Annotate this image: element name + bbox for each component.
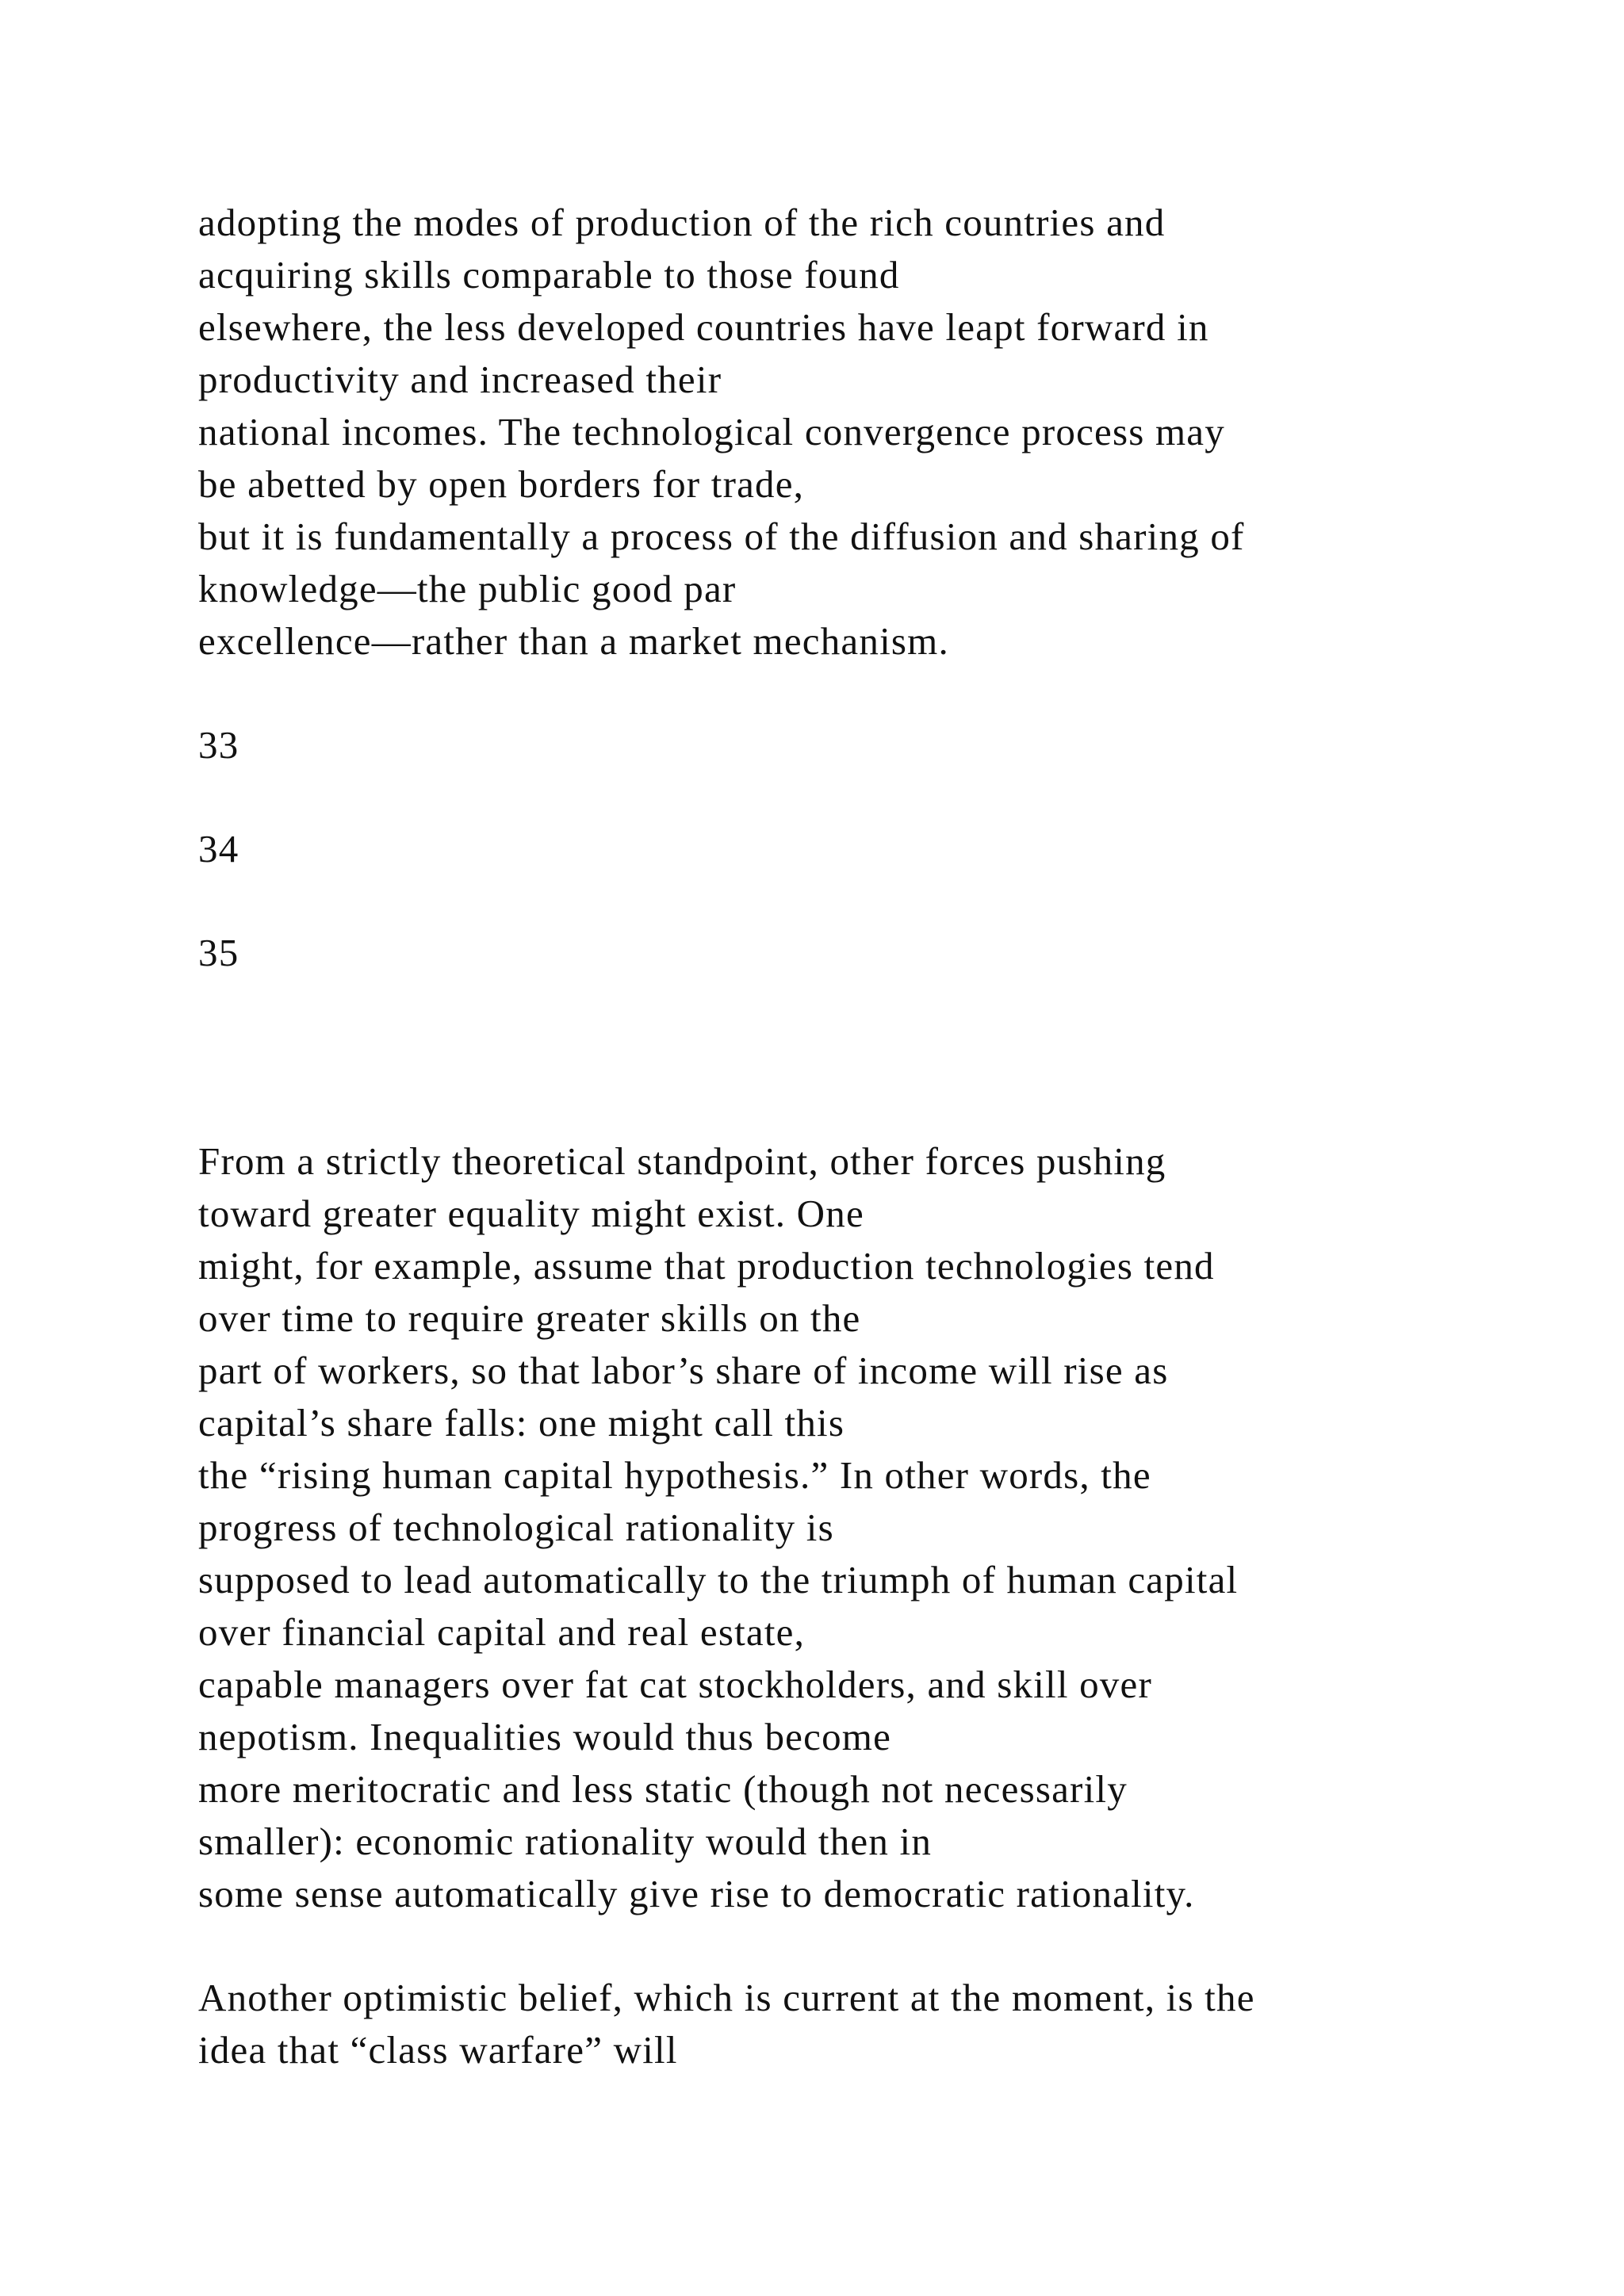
text-line: the “rising human capital hypothesis.” In other words, the xyxy=(198,1453,1151,1497)
footnote-number: 34 xyxy=(198,827,239,871)
footnote-number: 33 xyxy=(198,723,239,767)
text-line: toward greater equality might exist. One xyxy=(198,1192,864,1235)
text-line: part of workers, so that labor’s share of income will rise as xyxy=(198,1349,1169,1392)
text-line: Another optimistic belief, which is current at the moment, is the xyxy=(198,1976,1255,2019)
text-line: productivity and increased their xyxy=(198,358,722,401)
text-line: idea that “class warfare” will xyxy=(198,2028,678,2072)
text-line: more meritocratic and less static (though not necessarily xyxy=(198,1767,1128,1811)
text-line: be abetted by open borders for trade, xyxy=(198,462,805,506)
text-line: knowledge—the public good par xyxy=(198,567,737,610)
text-line: nepotism. Inequalities would thus become xyxy=(198,1715,892,1758)
text-line: acquiring skills comparable to those found xyxy=(198,253,900,297)
text-line: supposed to lead automatically to the triumph of human capital xyxy=(198,1558,1239,1601)
text-line: over financial capital and real estate, xyxy=(198,1610,806,1654)
text-line: From a strictly theoretical standpoint, other forces pushing xyxy=(198,1139,1166,1183)
text-line: some sense automatically give rise to democratic rationality. xyxy=(198,1872,1195,1915)
footnote-number: 35 xyxy=(198,931,239,974)
text-line: over time to require greater skills on the xyxy=(198,1296,861,1340)
text-line: national incomes. The technological convergence process may xyxy=(198,410,1225,453)
text-line: smaller): economic rationality would then in xyxy=(198,1820,933,1863)
text-line: might, for example, assume that production technologies tend xyxy=(198,1244,1215,1288)
text-line: but it is fundamentally a process of the diffusion and sharing of xyxy=(198,515,1245,558)
text-line: capital’s share falls: one might call this xyxy=(198,1401,845,1445)
text-line: progress of technological rationality is xyxy=(198,1506,834,1549)
text-line: elsewhere, the less developed countries have leapt forward in xyxy=(198,305,1209,349)
text-line: excellence—rather than a market mechanism. xyxy=(198,619,949,663)
text-line: capable managers over fat cat stockholders, and skill over xyxy=(198,1663,1152,1706)
text-line: adopting the modes of production of the rich countries and xyxy=(198,201,1166,244)
